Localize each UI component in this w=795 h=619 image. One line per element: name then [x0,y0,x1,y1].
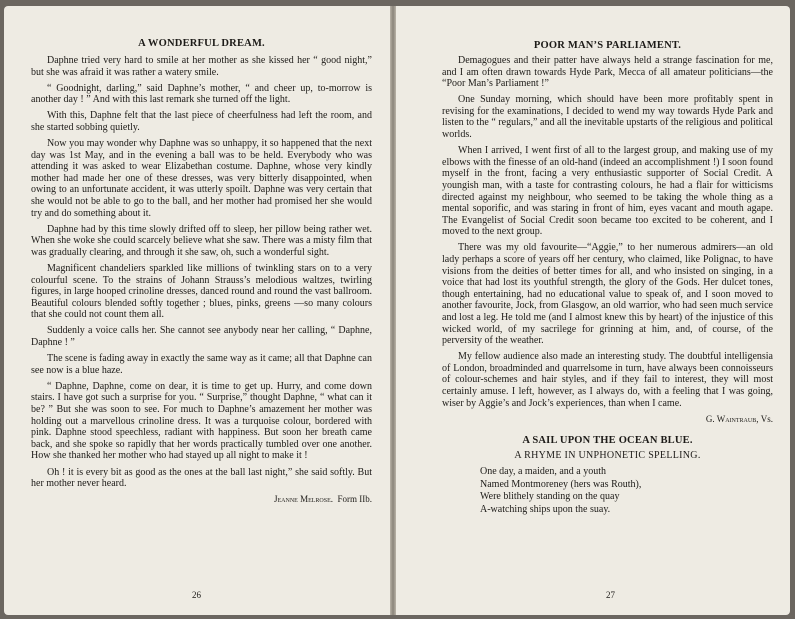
paragraph: With this, Daphne felt that the last piece of cheerfulness had left the room, and she started sobbing quietly. [31,110,372,133]
page-number: 26 [192,590,201,600]
paragraph: Magnificent chandeliers sparkled like millions of twinkling stars on to a very colourful scene. To the strains of Johann Strauss’s melodious waltzes, twirling figures, in large hooped crinoline dresses, danced round and round the vast ballroom. Beautiful colours blended softly together ; blues, pinks, greens —so many colours that she could not count them all. [31,263,372,321]
page-number: 27 [606,590,615,600]
poem-subtitle: A RHYME IN UNPHONETIC SPELLING. [514,450,701,462]
author-signature [31,494,372,506]
paragraph: Now you may wonder why Daphne was so unhappy, it so happened that the next day was 1st May, and in the evening a ball was to be held. Everybody who was attending it was asked to wear Elizabethan costume. Daphne, whose very kindly mother had made her one of these dresses, was very bitterly disappointed, when owing to an unfortunate accident, it was utterly spoilt. Daphne was very certain that she would not be able to go to the ball, and her mother had promised her she would try and do something about it. [31,138,372,219]
right-page [396,6,790,615]
paragraph: “ Daphne, Daphne, come on dear, it is time to get up. Hurry, and come down stairs. I have got such a surprise for you. “ Surprise,” thought Daphne, “ what can it be? ” But she was soon to see. For much to Daphne’s amazement her mother was holding out a marvellous crinoline dress. It was a turquoise colour, bordered with pink. Daphne stood speechless, radiant with happiness. But soon her breath came back, and she spoke so rapidly that her words practically tumbled over one another. How she thanked her mother who had stayed up all night to make it ! [31,380,372,462]
paragraph: Demagogues and their patter have always held a strange fascination for me, and I am often drawn towards Hyde Park, Mecca of all amateur politicians—the “Poor Man’s Parliament !” [442,55,773,90]
paragraph: Daphne had by this time slowly drifted off to sleep, her pillow being rather wet. When she woke she could scarcely believe what she saw. There was a misty film that was gradually clearing, and through it she saw, oh, such a wonderful sight. [31,223,372,258]
poem-line: Named Montmoreney (hers was Routh), [480,478,642,490]
right-page-title: POOR MAN’S PARLIAMENT. [533,40,682,51]
author-form: Vs. [760,413,773,424]
paragraph: There was my old favourite—“Aggie,” to her numerous admirers—an old lady perhaps a score of years off her century, who claimed, like Polignac, to have visions from the deities of better times for all, and who insisted on singing, in a voice that had lost its youthful strength, the glory of the Gods. Her dulcet tones, though entertaining, had no educational value to speak of, and I soon moved to another favourite, Jock, from Glasgow, an old warrior, who had seen much service and lost a leg. He told me (and I almost knew this by heart) of the injustice of this wicked world, of my sacrilege for grinning at him, and, of course, of the perversity of the weather. [442,242,773,347]
poem [480,466,773,516]
poem-title: A SAIL UPON THE OCEAN BLUE. [522,435,693,447]
paragraph: One Sunday morning, which should have been more profitably spent in revising for the examinations, I decided to wend my way towards Hyde Park and listen to the “ regulars,” and all the inevitable upstarts of the religious and political worlds. [442,94,773,141]
left-page-title: A WONDERFUL DREAM. [138,38,265,49]
paragraph: Suddenly a voice calls her. She cannot see anybody near her calling, “ Daphne, Daphne ! ” [31,325,372,349]
author-signature [442,414,773,426]
author-name: Jeanne Melrose. [273,494,333,505]
author-name: G. Waintraub, [705,413,759,424]
poem-line: A-watching ships upon the suay. [480,503,611,515]
paragraph: “ Goodnight, darling,” said Daphne’s mother, “ and cheer up, to-morrow is another day ! ” And with this last remark she turned off the light. [31,82,372,106]
paragraph: The scene is fading away in exactly the same way as it came; all that Daphne can see now is a blue haze. [31,353,372,376]
paragraph: When I arrived, I went first of all to the largest group, and making use of my elbows with the finesse of an old-hand (indeed an accomplishment !) I soon found myself in the front, facing a very enthusiastic supporter of Social Credit. A youngish man, with a taste for contrasting colours, he had a flair for witticisms directed against my neighbour, who seemed to be taking the whole thing as a mental soporific, and was staring in front of him, eyes vacant and mouth agape. The Evangelist of Social Credit soon became too excited to be coherent, and I moved to the next group. [442,145,773,238]
paragraph: Oh ! it is every bit as good as the ones at the ball last night,” she said softly. But her mother never heard. [31,466,372,490]
poem-line: Were blithely standing on the quay [480,491,620,503]
left-page [4,6,390,615]
paragraph: Daphne tried very hard to smile at her mother as she kissed her “ good night,” but she was afraid it was rather a watery smile. [31,55,372,78]
author-form: Form IIb. [337,494,372,505]
paragraph: My fellow audience also made an interesting study. The doubtful intelligensia of London, broadminded and quarrelsome in turn, have always been connoisseurs of colour-schemes and hair styles, and if they fail to interest, they will most certainly amuse. I left, however, as I always do, with a feeling that I was going, wiser by Aggie’s and Jock’s experiences, than when I came. [442,351,773,409]
poem-line: One day, a maiden, and a youth [480,466,606,478]
